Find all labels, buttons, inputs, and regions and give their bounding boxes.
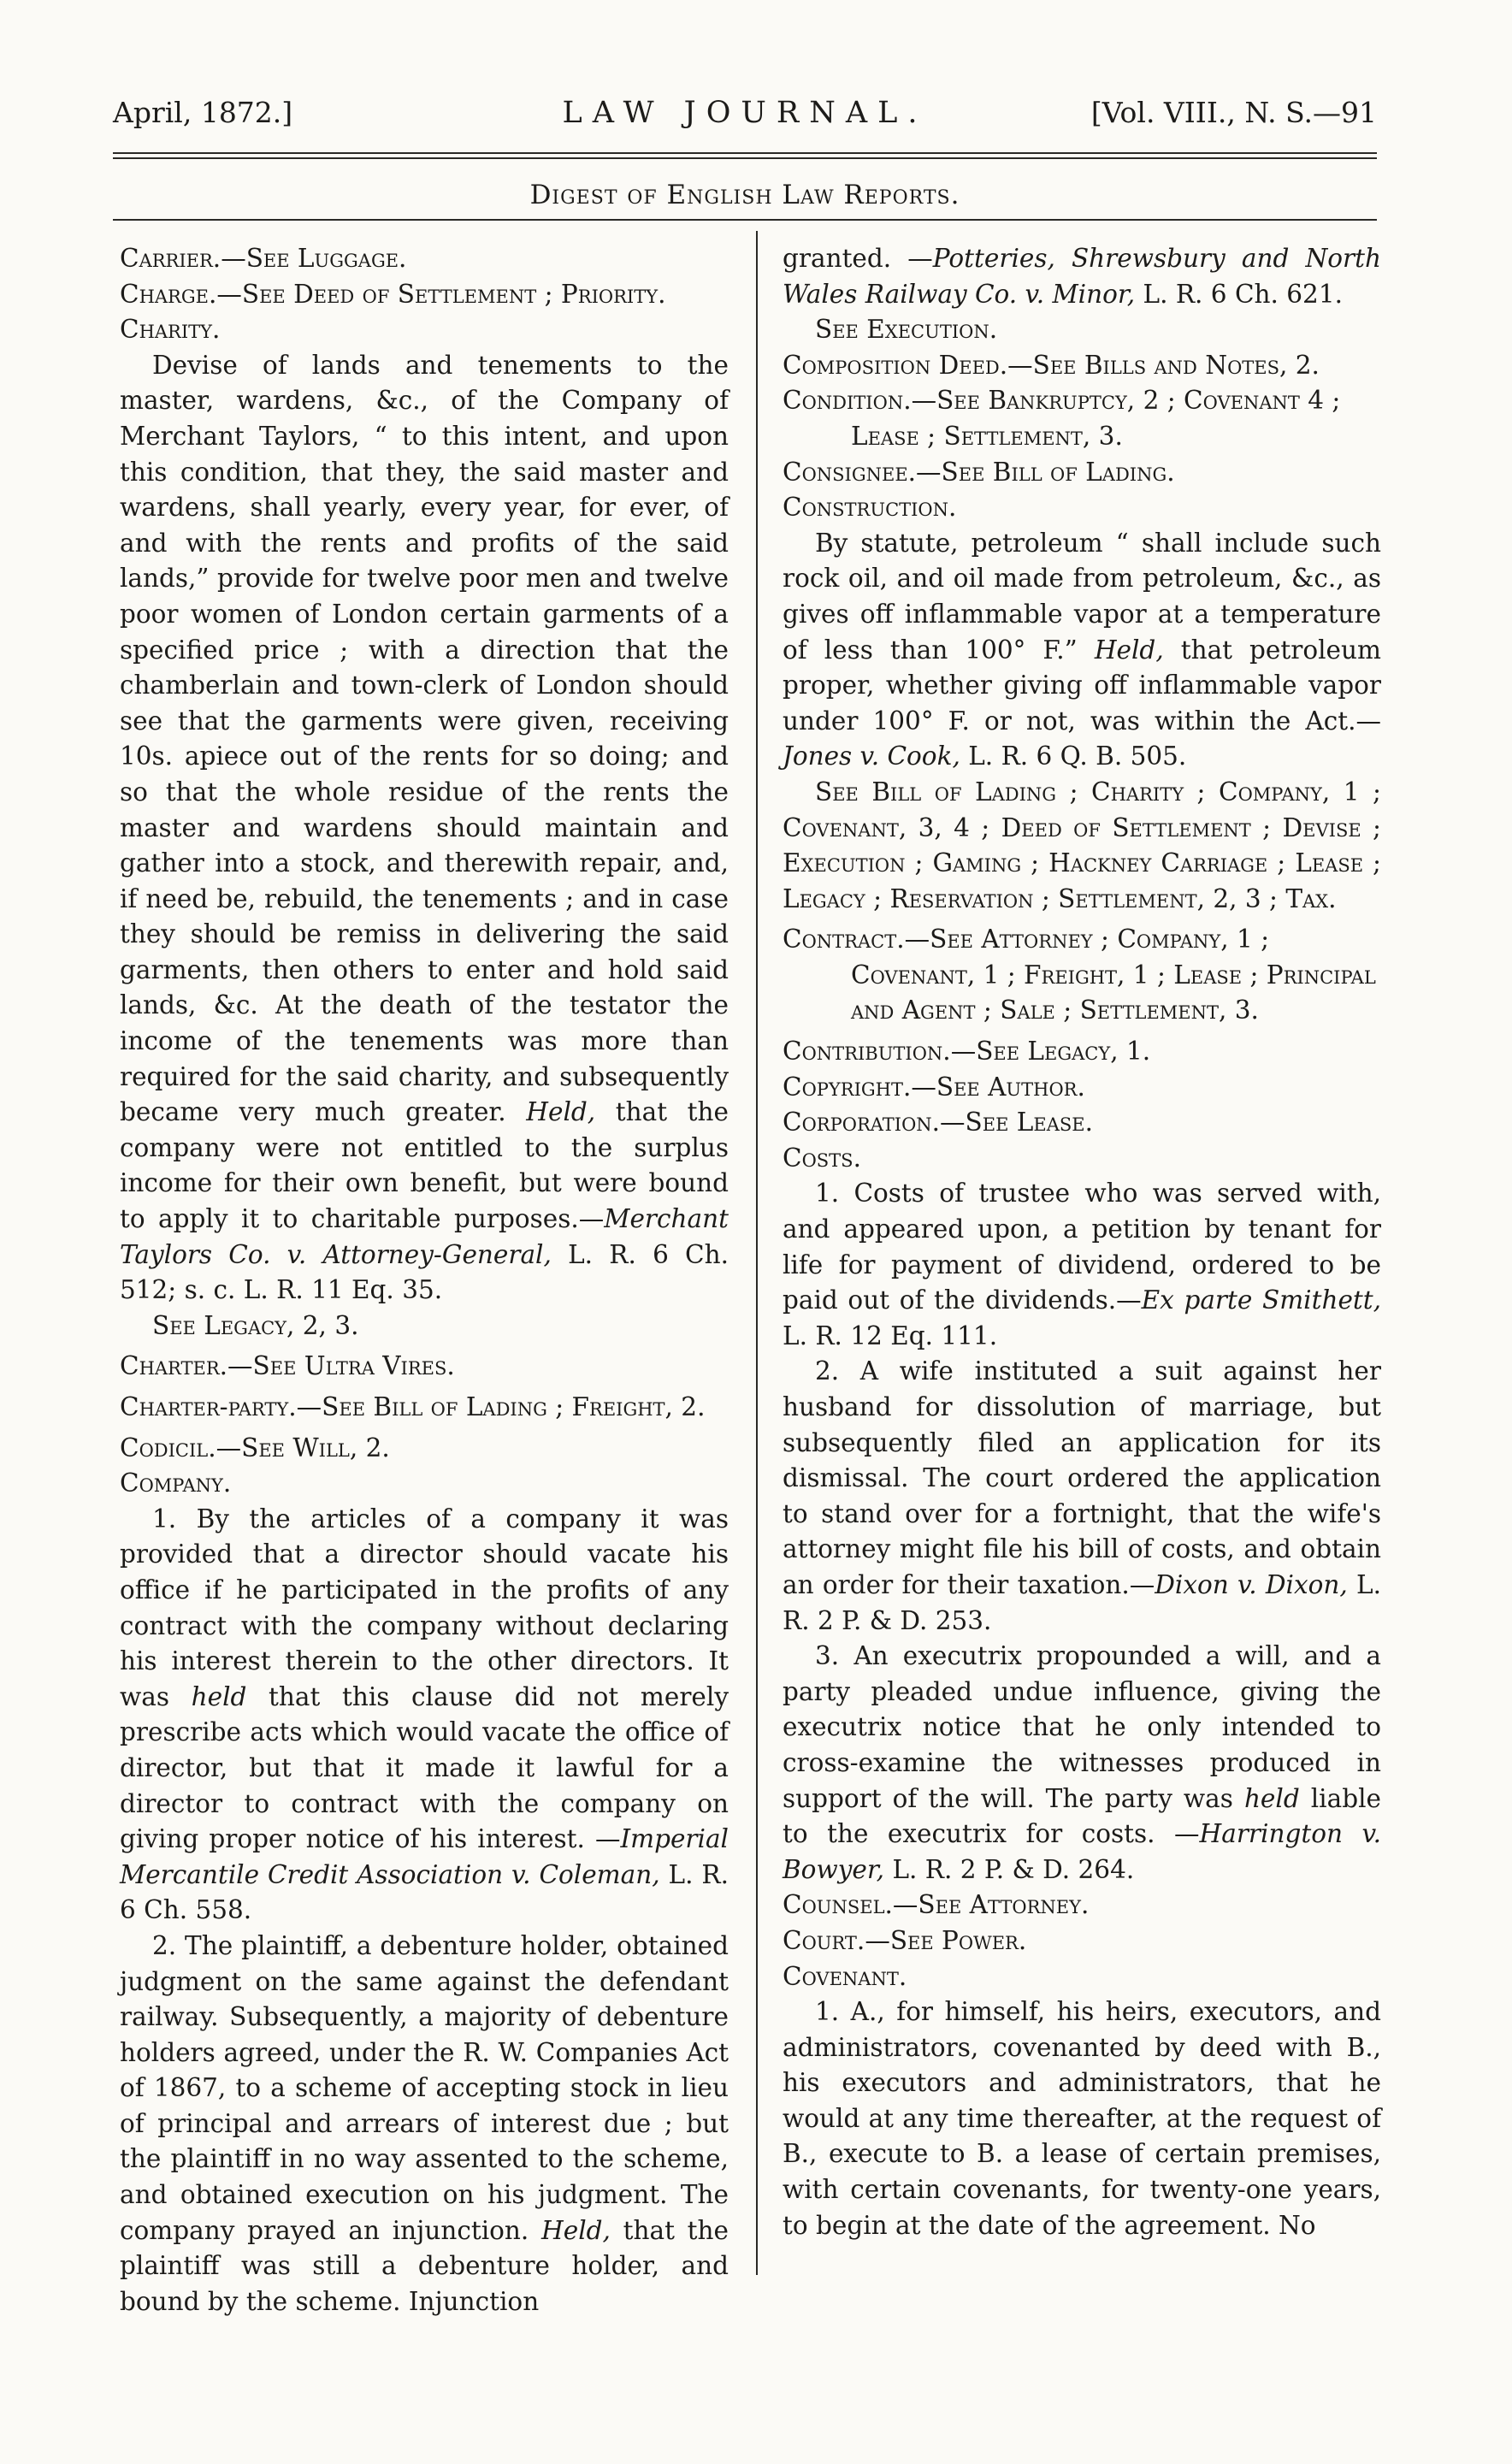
header-rule-bottom bbox=[113, 157, 1377, 159]
entry-heading: Carrier. bbox=[120, 244, 221, 273]
company-paragraph-1: 1. By the articles of a company it was provided that a director should vacate his office if he participated in the profits of any contract with the company without declaring his interest therein to the other directors. It was held that this clause did not merely prescribe acts which would vacate the office of director, but that it made it lawful for a director to contract with the company on giving proper notice of his interest. —Imperial Mercantile Credit Association v. Coleman, L. R. 6 Ch. 558. bbox=[120, 1504, 729, 1925]
case-citation: Dixon v. Dixon, bbox=[1155, 1569, 1348, 1599]
case-citation: Ex parte Smithett, bbox=[1141, 1285, 1381, 1315]
entry-company-heading: Company. bbox=[120, 1468, 232, 1498]
entry-contract: Contract.—See Attorney ; Company, 1 ; Covenant, 1 ; Freight, 1 ; Lease ; Principal and Agent ; Sale ; Settlement, 3. bbox=[783, 925, 1376, 1025]
entry-carrier bbox=[120, 241, 729, 277]
costs-paragraph-2: 2. A wife instituted a suit against her husband for dissolution of marriage, but subsequently filed an application for its dismissal. The court ordered the application to stand over for a fortnight, that the wife's attorney might file his bill of costs, and obtain an order for their taxation.—Dixon v. Dixon, L. R. 2 P. & D. 253. bbox=[783, 1356, 1381, 1635]
construction-paragraph: By statute, petroleum “ shall include such rock oil, and oil made from petroleum, &c., as gives off inflammable vapor at a temperature of less than 100° F.” Held, that petroleum proper, whether giving off inflammable vapor under 100° F. or not, was within the Act.—Jones v. Cook, L. R. 6 Q. B. 505. bbox=[783, 528, 1381, 771]
entry-covenant-heading: Covenant. bbox=[783, 1961, 907, 1991]
entry-charge bbox=[120, 277, 729, 313]
left-column bbox=[120, 241, 729, 2319]
running-header bbox=[113, 96, 1377, 144]
report-reference: L. R. 6 Q. B. 505. bbox=[968, 742, 1187, 771]
entry-consignee: Consignee.—See Bill of Lading. bbox=[783, 457, 1175, 487]
construction-see-also: See Bill of Lading ; Charity ; Company, 1 ; Covenant, 3, 4 ; Deed of Settlement ; Devise ; Execution ; Gaming ; Hackney Carriage ; Lease ; Legacy ; Reservation ; Settlement, 2, 3 ; Tax. bbox=[783, 777, 1381, 913]
entry-charity-heading bbox=[120, 312, 729, 348]
section-rule bbox=[113, 219, 1377, 221]
charity-see-also: See Legacy, 2, 3. bbox=[152, 1310, 359, 1340]
entry-corporation: Corporation.—See Lease. bbox=[783, 1108, 1093, 1137]
covenant-paragraph-1: 1. A., for himself, his heirs, executors, and administrators, covenanted by deed with B., his executors and administrators, that he would at any time thereafter, at the request of B., execute to B. a lease of certain premises, with certain covenants, for twenty-one years, to begin at the date of the agreement. No bbox=[783, 1997, 1381, 2240]
entry-counsel: Counsel.—See Attorney. bbox=[783, 1890, 1090, 1920]
header-volume-page: [Vol. VIII., N. S.—91 bbox=[1090, 96, 1377, 129]
entry-codicil: Codicil.—See Will, 2. bbox=[120, 1433, 390, 1462]
section-title: Digest of English Law Reports. bbox=[529, 180, 960, 210]
entry-heading: Charity. bbox=[120, 315, 221, 345]
report-reference: L. R. 6 Ch. 621. bbox=[1143, 279, 1343, 309]
entry-condition: Condition.—See Bankruptcy, 2 ; Covenant 4 ; Lease ; Settlement, 3. bbox=[783, 386, 1341, 451]
entry-reference: —See Luggage. bbox=[221, 244, 407, 273]
report-reference: L. R. 12 Eq. 111. bbox=[783, 1321, 998, 1350]
entry-reference: —See Deed of Settlement ; Priority. bbox=[216, 279, 666, 309]
report-reference: L. R. 6 Ch. 512; s. c. L. R. 11 Eq. 35. bbox=[120, 1239, 729, 1305]
case-citation: Merchant Taylors Co. v. Attorney-General, bbox=[120, 1204, 729, 1269]
report-reference: L. R. 2 P. & D. 264. bbox=[892, 1854, 1135, 1884]
entry-composition-deed: Composition Deed.—See Bills and Notes, 2. bbox=[783, 350, 1320, 380]
right-column bbox=[783, 241, 1381, 2243]
case-citation: Jones v. Cook, bbox=[783, 742, 960, 771]
column-divider bbox=[756, 231, 758, 2275]
company-see-also: See Execution. bbox=[815, 315, 998, 345]
company-paragraph-2-continued: granted. —Potteries, Shrewsbury and North Wales Railway Co. v. Minor, L. R. 6 Ch. 621. bbox=[783, 244, 1381, 309]
entry-costs-heading: Costs. bbox=[783, 1143, 861, 1173]
case-citation: Harrington v. Bowyer, bbox=[783, 1819, 1381, 1884]
costs-paragraph-1: 1. Costs of trustee who was served with, and appeared upon, a petition by tenant for life for payment of dividend, ordered to be paid out of the dividends.—Ex parte Smithett, L. R. 12 Eq. 111. bbox=[783, 1179, 1381, 1350]
report-reference: L. R. 6 Ch. 558. bbox=[120, 1859, 729, 1925]
charity-paragraph: Devise of lands and tenements to the master, wardens, &c., of the Company of Merchant Taylors, “ to this intent, and upon this condition, that they, the said master and wardens, shall yearly, every year, for ever, of and with the rents and profits of the said lands,” provide for twelve poor men and twelve poor women of London certain garments of a specified price ; with a direction that the chamberlain and town-clerk of London should see that the garments were given, receiving 10s. apiece out of the rents for so doing; and so that the whole residue of the rents the master and wardens should maintain and gather into a stock, and therewith repair, and, if need be, rebuild, the tenements ; and in case they should be remiss in delivering the said garments, then others to enter and hold said lands, &c. At the death of the testator the income of the tenements was more than required for the said charity, and subsequently became very much greater. Held, that the company were not entitled to the surplus income for their own benefit, but were bound to apply it to charitable purposes.—Merchant Taylors Co. v. Attorney-General, L. R. 6 Ch. 512; s. c. L. R. 11 Eq. 35. bbox=[120, 350, 729, 1305]
entry-copyright: Copyright.—See Author. bbox=[783, 1072, 1085, 1102]
entry-heading: Charge. bbox=[120, 279, 217, 309]
report-reference: L. R. 2 P. & D. 253. bbox=[783, 1569, 1381, 1635]
entry-charter-party: Charter-party.—See Bill of Lading ; Freight, 2. bbox=[120, 1392, 706, 1421]
company-paragraph-2: 2. The plaintiff, a debenture holder, obtained judgment on the same against the defendant railway. Subsequently, a majority of debenture holders agreed, under the R. W. Companies Act of 1867, to a scheme of accepting stock in lieu of principal and arrears of interest due ; but the plaintiff in no way assented to the scheme, and obtained execution on his judgment. The company prayed an injunction. Held, that the plaintiff was still a debenture holder, and bound by the scheme. Injunction bbox=[120, 1930, 729, 2316]
entry-construction-heading: Construction. bbox=[783, 493, 957, 523]
case-citation: Imperial Mercantile Credit Association v. Coleman, bbox=[120, 1824, 729, 1889]
costs-paragraph-3: 3. An executrix propounded a will, and a party pleaded undue influence, giving the executrix notice that he only intended to cross-examine the witnesses produced in support of the will. The party was held liable to the executrix for costs. —Harrington v. Bowyer, L. R. 2 P. & D. 264. bbox=[783, 1641, 1381, 1884]
header-rule-top bbox=[113, 152, 1377, 154]
header-journal-title: LAW JOURNAL. bbox=[562, 96, 928, 130]
case-citation: Potteries, Shrewsbury and North Wales Railway Co. v. Minor, bbox=[783, 244, 1381, 309]
header-date: April, 1872.] bbox=[113, 96, 293, 129]
entry-charter: Charter.—See Ultra Vires. bbox=[120, 1351, 455, 1381]
entry-court: Court.—See Power. bbox=[783, 1925, 1027, 1955]
entry-contribution: Contribution.—See Legacy, 1. bbox=[783, 1037, 1151, 1067]
